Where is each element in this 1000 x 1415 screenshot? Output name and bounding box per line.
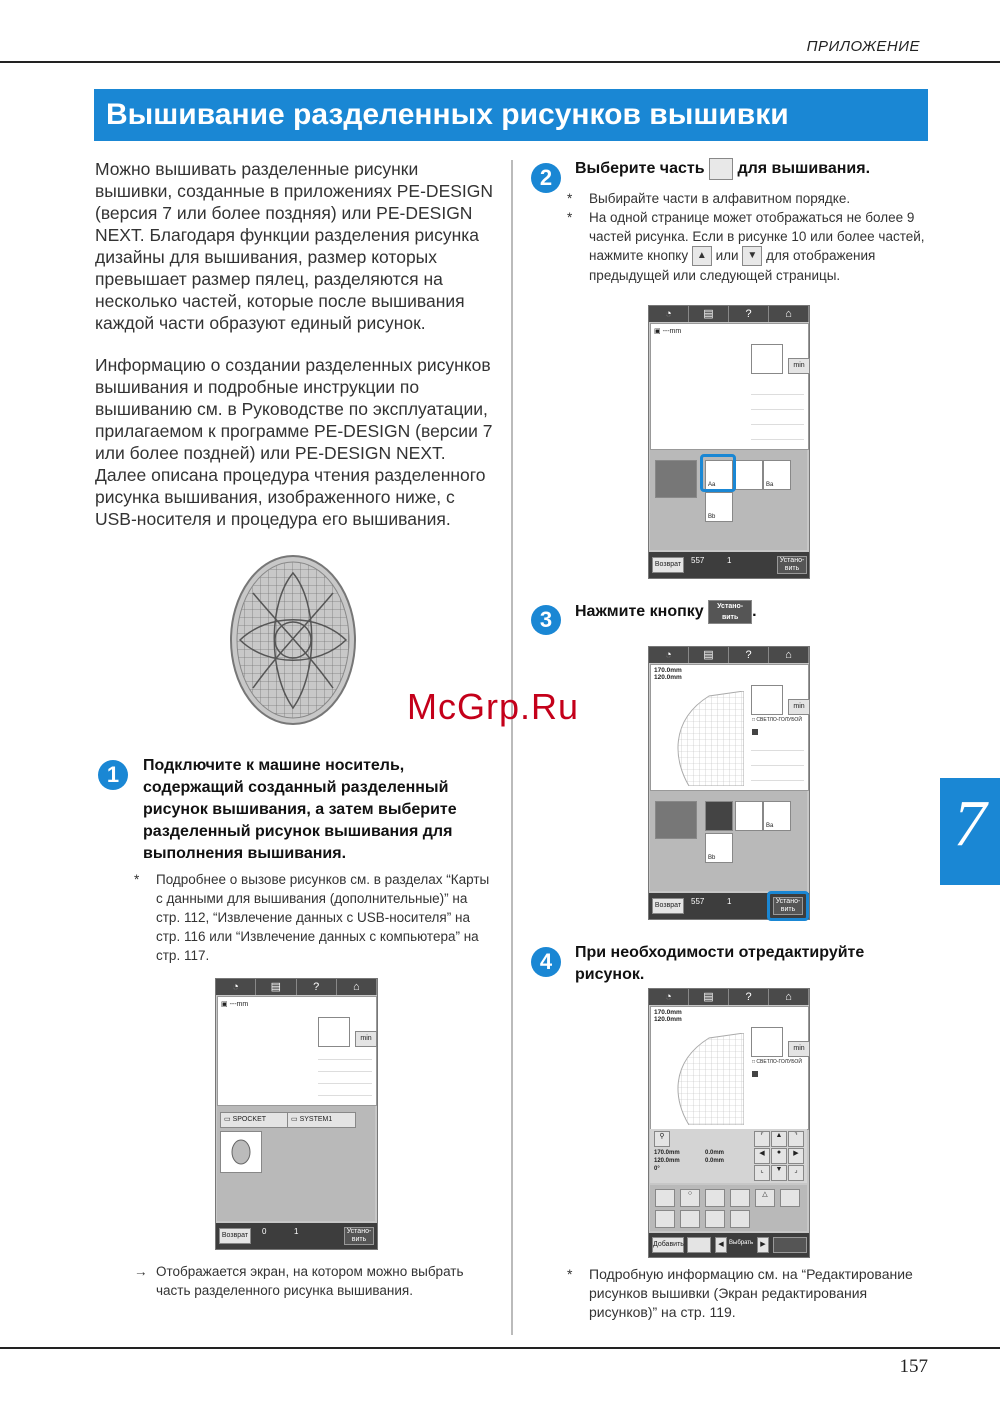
step-2-note-1: * Выбирайте части в алфавитном порядке. [567,191,851,206]
part-bb[interactable]: Bb [705,833,733,863]
pin-icon[interactable]: ⚲ [654,1131,670,1147]
set-button-icon: Устано-вить [708,600,752,624]
screen-topbar: ◔ ▤ ? ⌂ [649,647,809,663]
folder-system[interactable]: ▭ SYSTEM1 [287,1112,356,1128]
step-3-title [575,600,935,624]
move-right-icon[interactable]: ▶ [788,1148,804,1164]
preview-thumb [318,1017,350,1047]
step-2-note-2-end: для отображения предыдущей или следующей страницы. [589,248,876,284]
memory-readout: 0 [262,1227,267,1236]
preview-pane [650,1006,809,1130]
step-2-note-2-or: или [715,248,739,263]
screen-bottombar [216,1223,377,1249]
move-up-right-icon[interactable]: ⌝ [788,1131,804,1147]
preview-thumb [751,1027,783,1057]
part-grid [650,791,807,891]
column-divider [511,160,513,1335]
color-swatch [752,1071,758,1077]
set-button[interactable]: Устано-вить [777,556,807,574]
file-list [217,1106,375,1221]
screen-bottombar [649,1233,809,1257]
add-button[interactable]: Добавить [652,1237,684,1253]
color-swatch [752,729,758,735]
step-2-number: 2 [531,163,561,193]
step-4-note-text: Подробную информацию см. на “Редактирование рисунков вышивки (Экран редактирования рисунков)” на стр. 119. [589,1266,913,1320]
part-ab[interactable] [735,460,763,490]
chapter-tab [940,778,1000,885]
step-1-note-text: Подробнее о вызове рисунков см. в разделах “Карты с данными для вышивания (дополнительные)” на стр. 112, “Извлечение данных с USB-носителя” на стр. 116 или “Извлечение данных с компьютера” на стр. 117. [156,872,490,963]
step-3-number: 3 [531,605,561,635]
eraser-icon[interactable] [687,1237,711,1253]
move-down-left-icon[interactable]: ⌞ [754,1165,770,1181]
thread-color: □ СВЕТЛО-ГОЛУБОЙ [752,717,802,723]
next-page-icon: ▼ [742,246,762,266]
step-1-note: * Подробнее о вызове рисунков см. в разделах “Карты с данными для вышивания (дополнительные)” на стр. 112, “Извлечение данных с USB-носителя” на стр. 116 или “Извлечение данных с компьютера” на стр. 117. [134,872,490,963]
move-down-right-icon[interactable]: ⌟ [788,1165,804,1181]
intro-paragraph-1: Можно вышивать разделенные рисунки вышивки, созданные в приложениях PE-DESIGN (версия 7 или более поздняя) или PE-DESIGN NEXT. Благодаря функции разделения рисунка дизайны для вышивания, размер которых превышает размер пялец, разделяются на несколько частей, которые после вышивания каждой части образуют единый рисунок. [95,159,494,333]
highlight-set-button [767,891,809,921]
step-2-title [575,158,935,180]
full-pattern-thumb [655,460,697,498]
edit-readout [650,1129,807,1183]
move-up-icon[interactable]: ▲ [771,1131,787,1147]
memory-readout: 557 [691,556,705,565]
min-button[interactable]: min [355,1031,377,1047]
part-button-icon [709,158,733,180]
preview-thumb [751,344,783,374]
select-prev-icon[interactable]: ◀ [715,1237,727,1253]
part-ba[interactable]: Ba [763,460,791,490]
header-rule [0,61,1000,63]
chapter-number: 7 [953,787,987,860]
intro-section [95,158,500,530]
preview-thumb [751,685,783,715]
spacing-tool-icon[interactable] [680,1210,700,1228]
size-tool-icon[interactable] [655,1189,675,1207]
screen-bottombar [649,552,809,578]
part-preview [669,691,744,786]
step-3-title-b: . [752,603,757,621]
dims-readout: ▣ ---mm [221,1001,249,1008]
select-label: Выбрать [729,1240,754,1246]
highlight-part [700,454,736,492]
dims-readout: ▣ ---mm [654,328,682,335]
thread-color: □ СВЕТЛО-ГОЛУБОЙ [752,1059,802,1065]
full-pattern-thumb [655,801,697,839]
dims-readout: 170.0mm 120.0mm [654,1009,682,1023]
screen-edit-pattern [648,988,810,1258]
page-number: 157 [899,1356,928,1377]
preview-pane [650,323,809,450]
mirror-tool-icon[interactable] [705,1189,725,1207]
intro-paragraph-2: Информацию о создании разделенных рисунков вышивания и подробные инструкции по вышиванию см. в Руководстве по эксплуатации, прилагаемом к программе PE-DESIGN (версии 7 или более поздней) или PE-DESIGN NEXT. Далее описана процедура чтения разделенного рисунка вышивания, изображенного ниже, с USB-носителя и процедура его вышивания. [95,355,493,529]
part-aa[interactable]: Aa [705,460,733,490]
pattern-file-thumb[interactable] [220,1131,262,1173]
folder-spocket[interactable]: ▭ SPOCKET [220,1112,289,1128]
move-down-icon[interactable]: ▼ [771,1165,787,1181]
part-ab[interactable] [735,801,763,831]
back-button[interactable]: Возврат [652,557,684,573]
screen-select-file [215,978,378,1250]
step-2-title-b: для вышивания. [737,160,871,178]
screen-part-selected [648,646,810,920]
hoop-count: 1 [727,556,732,565]
footer-rule [0,1347,1000,1349]
step-4-number: 4 [531,947,561,977]
step-2-note-2-text: На одной странице может отображаться не более 9 частей рисунка. Если в рисунке 10 или более частей, нажмите кнопку [589,210,925,263]
screen-select-part [648,305,810,579]
set-button[interactable]: Устано-вить [344,1227,374,1245]
step-1-result: → Отображается экран, на котором можно выбрать часть разделенного рисунка вышивания. [134,1264,464,1298]
set-button[interactable]: Устано-вить [773,897,803,915]
back-button[interactable]: Возврат [219,1228,251,1244]
prev-page-icon: ▲ [692,246,712,266]
part-bb[interactable]: Bb [705,492,733,522]
step-1-title: Подключите к машине носитель, содержащий созданный разделенный рисунок вышивания, а затем выберите разделенный рисунок вышивания для выполнения вышивания. [143,757,457,862]
rotate-tool-icon[interactable]: ○ [680,1189,700,1207]
end-edit-button[interactable] [773,1237,807,1253]
lace-illustration [228,553,358,728]
page-title: Вышивание разделенных рисунков вышивки [106,98,789,131]
hoop-count: 1 [294,1227,299,1236]
offset-readout: 0.0mm 0.0mm [705,1150,725,1164]
min-button[interactable]: min [788,699,810,715]
min-button[interactable]: min [788,1041,810,1057]
preview-pane [217,996,377,1106]
step-2-title-a: Выберите часть [575,160,705,178]
step-2-note-2: * На одной странице может отображаться не более 9 частей рисунка. Если в рисунке 10 или более частей, нажмите кнопку ▲ или ▼ для отображения предыдущей или следующей страницы. [567,210,925,284]
watermark: McGrp.Ru [407,686,580,727]
move-up-left-icon[interactable]: ⌜ [754,1131,770,1147]
center-icon[interactable]: ● [771,1148,787,1164]
preview-pane [650,664,809,791]
move-left-icon[interactable]: ◀ [754,1148,770,1164]
part-preview [669,1033,744,1125]
edit-toolbar [650,1185,807,1231]
border-tool-icon[interactable]: △ [755,1189,775,1207]
back-button[interactable]: Возврат [652,898,684,914]
size-readout: 170.0mm 120.0mm 0° [654,1150,680,1172]
min-button[interactable]: min [788,358,810,374]
step-4-note: * Подробную информацию см. на “Редактирование рисунков вышивки (Экран редактирования рисунков)” на стр. 119. [567,1266,913,1320]
screen-topbar: ◔ ▤ ? ⌂ [649,306,809,322]
dims-readout: 170.0mm 120.0mm [654,667,682,681]
repeat-tool-icon[interactable] [655,1210,675,1228]
part-aa-selected[interactable] [705,801,733,831]
step-2-note-1-text: Выбирайте части в алфавитном порядке. [589,191,851,206]
title-bar [94,89,928,141]
hoop-count: 1 [727,897,732,906]
memory-readout: 557 [691,897,705,906]
step-1-result-text: Отображается экран, на котором можно выбрать часть разделенного рисунка вышивания. [156,1264,464,1298]
step-3-title-a: Нажмите кнопку [575,603,704,621]
step-1-number: 1 [98,760,128,790]
text-tool-icon[interactable] [705,1210,725,1228]
screen-topbar: ◔ ▤ ? ⌂ [216,979,377,995]
section-label: ПРИЛОЖЕНИЕ [806,38,920,55]
step-4-title: При необходимости отредактируйте рисунок. [575,944,865,983]
screen-topbar: ◔ ▤ ? ⌂ [649,989,809,1005]
select-next-icon[interactable]: ▶ [757,1237,769,1253]
array-tool-icon[interactable] [780,1189,800,1207]
part-ba[interactable]: Ba [763,801,791,831]
density-tool-icon[interactable] [730,1189,750,1207]
multi-color-icon[interactable] [730,1210,750,1228]
